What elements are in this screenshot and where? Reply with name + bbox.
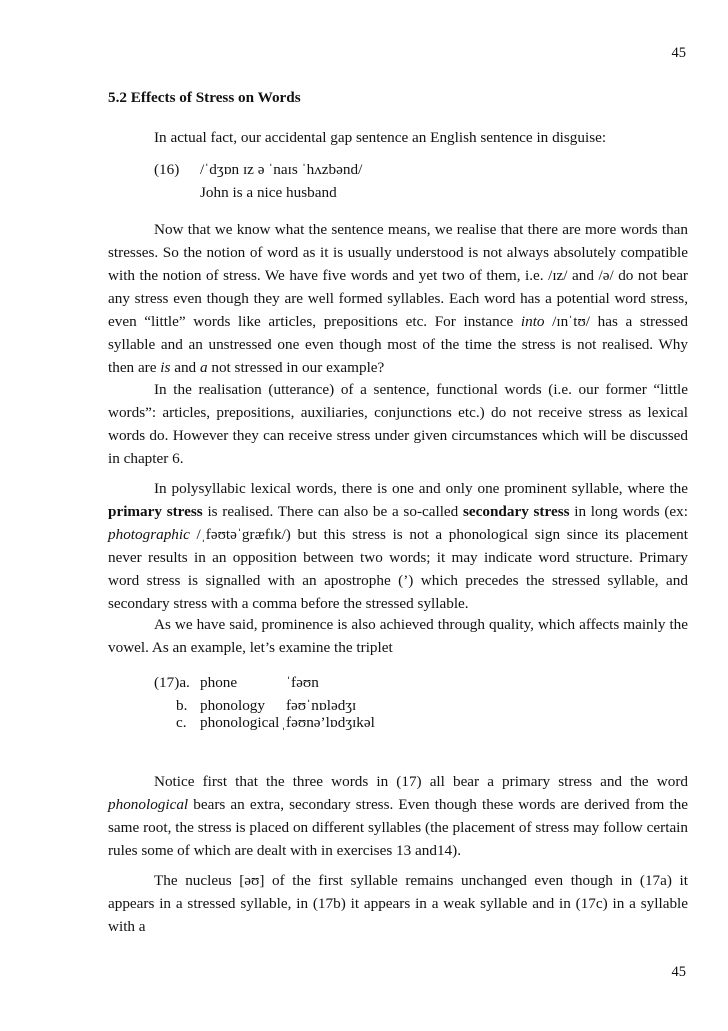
para3-start: In polysyllabic lexical words, there is one and only one prominent syllable, where the (154, 480, 688, 497)
example-17-letter-a: a. (179, 674, 190, 691)
para3-mid1: is realised. There can also be a so-called (202, 503, 463, 520)
paragraph-nucleus (108, 869, 688, 938)
example-17-transcription-a: ˈfəʊn (286, 674, 319, 691)
primary-stress-term: primary stress (108, 503, 203, 520)
example-17-word-a: phone (200, 674, 238, 691)
example-16-gloss: John is a nice husband (200, 184, 337, 201)
para3-mid2: in long words (ex: (569, 503, 688, 520)
para5-start: Notice first that the three words in (17) all bear a primary stress and the word (154, 773, 688, 790)
para1-a: a (199, 359, 208, 376)
phonological-term: phonological (108, 796, 189, 813)
paragraph-prominence (108, 613, 688, 659)
intro-sentence: In actual fact, our accidental gap sentence an English sentence in disguise: (154, 129, 607, 146)
para6-text: The nucleus [əʊ] of the first syllable remains unchanged even though in (17a) it appears in a stressed syllable, in (17b) it appears in a weak syllable and in (17c) in a syllable with a (108, 872, 688, 935)
example-16-label: (16) (154, 161, 180, 178)
secondary-stress-term: secondary stress (462, 503, 570, 520)
example-16-transcription: /ˈdʒɒn ɪz ə ˈnaɪs ˈhʌzbənd/ (200, 161, 363, 178)
page-number-top: 45 (671, 45, 686, 61)
example-17-word-c: phonological (200, 714, 280, 731)
example-17-transcription-c: ˌfəʊnə’lɒdʒɪkəl (281, 714, 375, 731)
paragraph-notice (108, 770, 688, 862)
para1-end: not stressed in our example? (207, 359, 385, 376)
example-17-word-b: phonology (200, 697, 265, 714)
example-17-transcription-b: fəʊˈnɒlədʒɪ (286, 697, 357, 714)
para4-text: As we have said, prominence is also achieved through quality, which affects mainly the vowel. As an example, let’s examine the triplet (108, 616, 688, 656)
para2-text: In the realisation (utterance) of a sentence, functional words (i.e. our former “little words”: articles, prepositions, auxiliaries, conjunctions etc.) do not receive stress as lexical words do. However they can receive stress under given circumstances which will be discussed in chapter 6. (108, 381, 688, 467)
intro-paragraph (108, 126, 688, 149)
example-17-label (154, 674, 190, 692)
page-number-bottom: 45 (671, 964, 686, 980)
para5-end: bears an extra, secondary stress. Even though these words are derived from the same root, the stress is placed on different syllables (the placement of stress may follow certain rules some of which are dealt with in exercises 13 and14). (108, 796, 688, 859)
paragraph-polysyllabic (108, 477, 688, 615)
para3-end: /ˌfəʊtəˈgræfɪk/) but this stress is not a phonological sign since its placement never results in an opposition between two words; it may indicate word structure. Primary word stress is signalled with an apostrophe (’) which precedes the stressed syllable, and secondary stress with a comma before the stressed syllable. (108, 526, 688, 612)
example-17-letter-c: c. (176, 714, 187, 731)
para1-into: into (520, 313, 545, 330)
para1-and: and (170, 359, 200, 376)
section-heading: 5.2 Effects of Stress on Words (108, 89, 301, 106)
photographic-term: photographic (108, 526, 190, 543)
para1-into-transcription: /ɪnˈtʊ/ has a stressed syllable and an unstressed one even though most of the time the stress is not realised. Why then are (108, 313, 688, 376)
paragraph-functional-words (108, 378, 688, 470)
example-17-letter-b: b. (176, 697, 188, 714)
para1-is: is (160, 359, 171, 376)
para1-text: Now that we know what the sentence means, we realise that there are more words than stresses. So the notion of word as it is usually understood is not always absolutely compatible with the notion of stress. We have five words and yet two of them, i.e. /ɪz/ and /ə/ do not bear any stress even though they are well formed syllables. Each word has a potential word stress, even “little” words like articles, prepositions etc. For instance (108, 221, 688, 330)
example-17-number: (17) (154, 674, 180, 691)
paragraph-stress-words (108, 218, 688, 379)
